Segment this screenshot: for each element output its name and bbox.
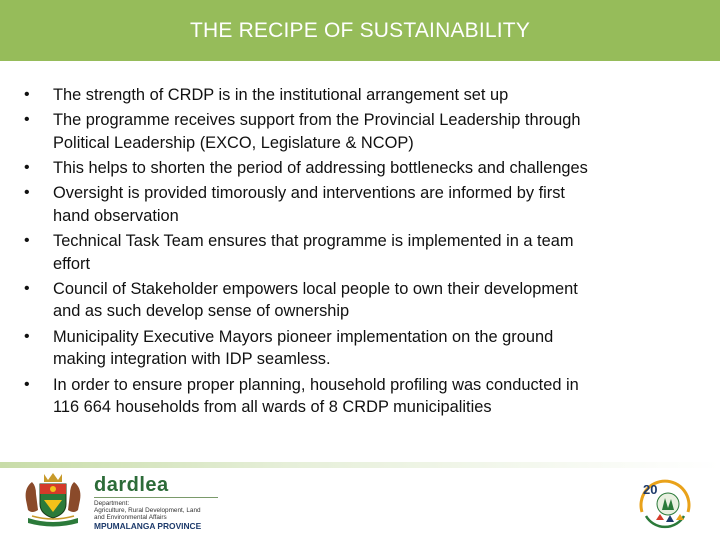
department-name-line-2: and Environmental Affairs	[94, 514, 167, 521]
bullet-marker: •	[24, 375, 30, 393]
bullet-marker: •	[24, 184, 30, 202]
title-bar	[0, 0, 720, 61]
bullet-marker: •	[24, 327, 30, 345]
bullet-text-line: This helps to shorten the period of addressing bottlenecks and challenges	[53, 159, 588, 178]
slide-title: THE RECIPE OF SUSTAINABILITY	[189, 18, 531, 42]
department-name-line-1: Agriculture, Rural Development, Land	[94, 507, 201, 514]
bullet-item	[24, 84, 704, 107]
department-label: Department:	[94, 500, 130, 507]
bullet-marker: •	[24, 232, 30, 250]
bullet-item	[24, 182, 704, 227]
bullet-marker: •	[24, 279, 30, 297]
bullet-text-line: making integration with IDP seamless.	[53, 350, 331, 369]
bullet-item	[24, 109, 704, 154]
bullet-item	[24, 374, 704, 419]
bullet-list	[24, 84, 704, 421]
footer-divider	[0, 462, 720, 468]
bullet-text-line: Political Leadership (EXCO, Legislature & NCOP)	[53, 133, 414, 152]
bullet-text-line: and as such develop sense of ownership	[53, 302, 350, 321]
bullet-marker: •	[24, 86, 30, 103]
bullet-text-line: The strength of CRDP is in the institutional arrangement set up	[53, 86, 509, 104]
bullet-text-line: Council of Stakeholder empowers local people to own their development	[53, 279, 578, 298]
20-years-anniversary-emblem-icon	[634, 472, 696, 534]
bullet-item	[24, 326, 704, 371]
provincial-coat-of-arms-icon	[22, 470, 84, 528]
bullet-text-line: Municipality Executive Mayors pioneer implementation on the ground	[53, 327, 554, 346]
bullet-text-line: effort	[53, 254, 91, 273]
bullet-text-line: Oversight is provided timorously and interventions are informed by first	[53, 184, 565, 203]
bullet-text-line: In order to ensure proper planning, household profiling was conducted in	[53, 375, 579, 394]
bullet-text-line: Technical Task Team ensures that programme is implemented in a team	[53, 232, 574, 251]
province-name: MPUMALANGA PROVINCE	[94, 521, 202, 531]
bullet-item	[24, 278, 704, 323]
bullet-marker: •	[24, 159, 30, 177]
svg-text:20: 20	[643, 482, 658, 497]
department-logo	[94, 474, 224, 531]
brand-name: dardlea	[94, 474, 169, 496]
bullet-text-line: hand observation	[53, 206, 179, 225]
bullet-item	[24, 157, 704, 180]
bullet-text-line: The programme receives support from the Provincial Leadership through	[53, 111, 581, 130]
bullet-marker: •	[24, 111, 30, 129]
bullet-text-line: 116 664 households from all wards of 8 CRDP municipalities	[53, 398, 492, 417]
bullet-item	[24, 230, 704, 275]
brand-underline	[94, 497, 218, 498]
